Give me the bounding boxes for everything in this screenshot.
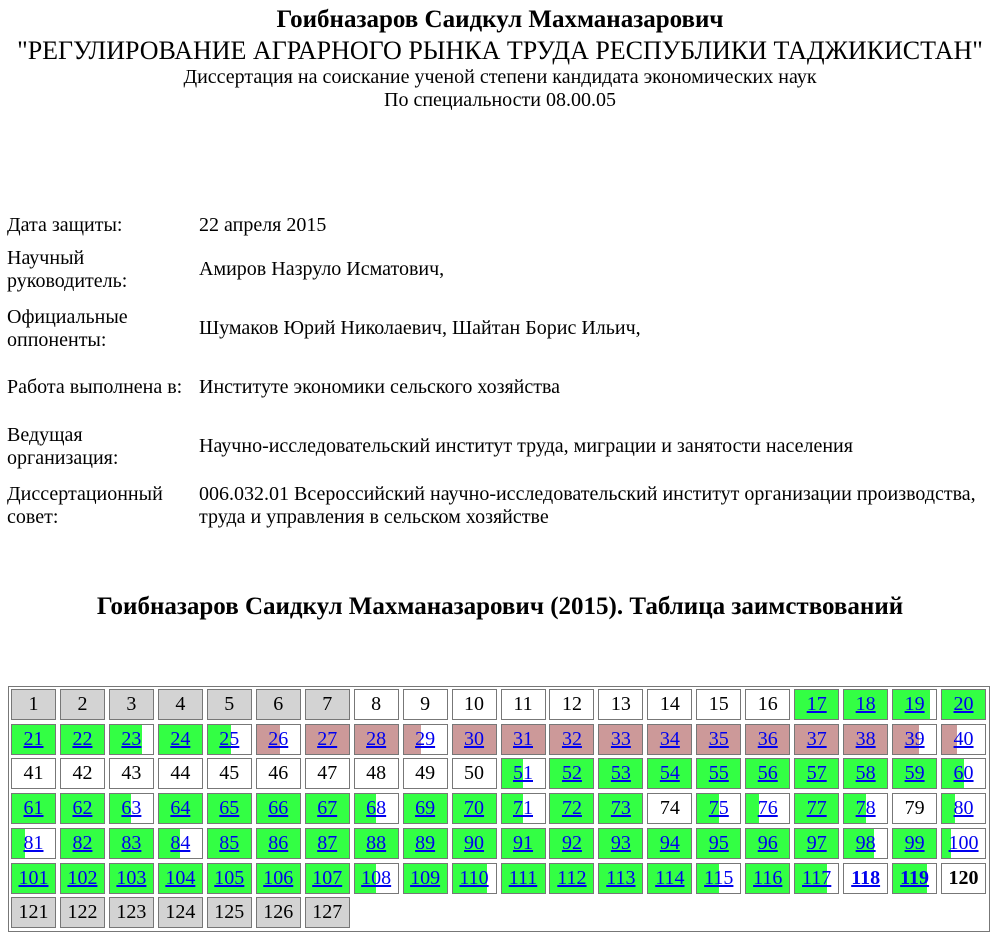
page-number: 41 <box>23 762 44 785</box>
page-number: 122 <box>67 901 98 924</box>
page-link[interactable]: 111 <box>508 866 538 889</box>
page-cell-63[interactable] <box>109 793 154 824</box>
page-cell-56[interactable] <box>745 758 790 789</box>
page-cell-107[interactable] <box>305 863 350 894</box>
page-cell-38[interactable] <box>843 724 888 755</box>
page-link[interactable]: 23 <box>121 727 142 750</box>
page-cell-43 <box>109 758 154 789</box>
page-cell-112[interactable] <box>549 863 594 894</box>
page-link[interactable]: 62 <box>72 797 93 820</box>
page-link[interactable]: 100 <box>948 831 979 854</box>
page-cell-119[interactable] <box>892 863 937 894</box>
page-link[interactable]: 97 <box>806 831 827 854</box>
page-number: 43 <box>121 762 142 785</box>
page-number: 15 <box>708 693 729 715</box>
page-number: 10 <box>464 693 485 715</box>
page-cell-3 <box>109 689 154 720</box>
page-link[interactable]: 26 <box>268 727 289 750</box>
page-cell-91[interactable] <box>501 828 546 859</box>
page-cell-122 <box>60 897 105 928</box>
page-link[interactable]: 60 <box>953 762 974 785</box>
page-cell-44 <box>158 758 203 789</box>
page-link[interactable]: 55 <box>708 762 729 785</box>
page-cell-69[interactable] <box>403 793 448 824</box>
page-link[interactable]: 31 <box>513 727 533 750</box>
page-cell-29[interactable] <box>403 724 448 755</box>
page-number: 127 <box>312 901 343 924</box>
page-cell-110[interactable] <box>452 863 497 894</box>
page-cell-92[interactable] <box>549 828 594 859</box>
page-cell-37[interactable] <box>794 724 839 755</box>
page-link[interactable]: 81 <box>23 831 44 854</box>
page-link[interactable]: 34 <box>659 727 680 750</box>
page-cell-82[interactable] <box>60 828 105 859</box>
page-cell-94[interactable] <box>647 828 692 859</box>
page-cell-15 <box>696 689 741 720</box>
page-link[interactable]: 78 <box>855 797 876 820</box>
page-link[interactable]: 73 <box>610 797 631 820</box>
info-label: Научный руководитель: <box>7 246 128 292</box>
page-link[interactable]: 89 <box>415 831 436 854</box>
author-name: Гоибназаров Саидкул Махманазарович <box>276 6 724 33</box>
page-cell-73[interactable] <box>598 793 643 824</box>
page-cell-45 <box>207 758 252 789</box>
page-cell-49 <box>403 758 448 789</box>
page-cell-100[interactable] <box>941 828 986 859</box>
page-link[interactable]: 53 <box>610 762 631 785</box>
page-link[interactable]: 22 <box>72 727 93 750</box>
page-link[interactable]: 71 <box>513 797 533 820</box>
page-link[interactable]: 114 <box>655 866 685 889</box>
page-link[interactable]: 96 <box>757 831 778 854</box>
page-cell-89[interactable] <box>403 828 448 859</box>
page-number: 48 <box>366 762 387 785</box>
page-cell-70[interactable] <box>452 793 497 824</box>
page-cell-85[interactable] <box>207 828 252 859</box>
page-cell-10 <box>452 689 497 720</box>
page-link[interactable]: 20 <box>953 693 974 715</box>
page-cell-64[interactable] <box>158 793 203 824</box>
page-cell-67[interactable] <box>305 793 350 824</box>
page-cell-7 <box>305 689 350 720</box>
page-cell-87[interactable] <box>305 828 350 859</box>
page-cell-75[interactable] <box>696 793 741 824</box>
page-number: 12 <box>561 693 582 715</box>
page-cell-1 <box>11 689 56 720</box>
page-link[interactable]: 38 <box>855 727 876 750</box>
page-link[interactable]: 18 <box>855 693 876 715</box>
page-number: 3 <box>126 693 137 715</box>
info-label: Ведущая организация: <box>7 423 119 469</box>
page-cell-113[interactable] <box>598 863 643 894</box>
page-cell-11 <box>501 689 546 720</box>
page-link[interactable]: 61 <box>23 797 44 820</box>
info-value: Институте экономики сельского хозяйства <box>199 376 561 398</box>
page-link[interactable]: 37 <box>806 727 827 750</box>
page-cell-96[interactable] <box>745 828 790 859</box>
page-link[interactable]: 32 <box>561 727 582 750</box>
page-link[interactable]: 113 <box>606 866 636 889</box>
page-cell-fill <box>942 794 955 823</box>
page-cell-105[interactable] <box>207 863 252 894</box>
page-link[interactable]: 25 <box>219 727 240 750</box>
page-link[interactable]: 40 <box>953 727 974 750</box>
page-cell-123 <box>109 897 154 928</box>
page-cell-52[interactable] <box>549 758 594 789</box>
page-link[interactable]: 86 <box>268 831 289 854</box>
page-cell-98[interactable] <box>843 828 888 859</box>
page-link[interactable]: 36 <box>757 727 778 750</box>
page-link[interactable]: 90 <box>464 831 485 854</box>
page-cell-79 <box>892 793 937 824</box>
page-cell-120 <box>941 863 986 894</box>
info-row-leading-org <box>7 417 1000 476</box>
page-cell-97[interactable] <box>794 828 839 859</box>
page-cell-33[interactable] <box>598 724 643 755</box>
page-cell-4 <box>158 689 203 720</box>
page-cell-102[interactable] <box>60 863 105 894</box>
page-cell-72[interactable] <box>549 793 594 824</box>
page-number: 42 <box>72 762 93 785</box>
specialty-line: По специальности 08.00.05 <box>384 89 616 111</box>
page-link[interactable]: 106 <box>263 866 294 889</box>
page-cell-125 <box>207 897 252 928</box>
page-link[interactable]: 70 <box>464 797 485 820</box>
page-link[interactable]: 77 <box>806 797 827 820</box>
page-number: 6 <box>273 693 284 715</box>
page-number: 8 <box>371 693 382 715</box>
page-cell-8 <box>354 689 399 720</box>
page-number: 124 <box>165 901 196 924</box>
page-link[interactable]: 59 <box>904 762 925 785</box>
page-cell-116[interactable] <box>745 863 790 894</box>
info-value: 22 апреля 2015 <box>199 213 327 236</box>
page-number: 14 <box>659 693 680 715</box>
page-link[interactable]: 119 <box>900 866 930 889</box>
page-number: 45 <box>219 762 240 785</box>
page-cell-83[interactable] <box>109 828 154 859</box>
page-link[interactable]: 85 <box>219 831 240 854</box>
page-cell-fill <box>12 829 25 858</box>
page-cell-55[interactable] <box>696 758 741 789</box>
page-cell-62[interactable] <box>60 793 105 824</box>
page-cell-84[interactable] <box>158 828 203 859</box>
page-cell-104[interactable] <box>158 863 203 894</box>
page-cell-34[interactable] <box>647 724 692 755</box>
page-cell-32[interactable] <box>549 724 594 755</box>
page-cell-9 <box>403 689 448 720</box>
info-row-council <box>7 476 1000 535</box>
page-link[interactable]: 102 <box>67 866 98 889</box>
page-cell-26[interactable] <box>256 724 301 755</box>
page-cell-47 <box>305 758 350 789</box>
page-link[interactable]: 101 <box>18 866 49 889</box>
page-link[interactable]: 91 <box>513 831 533 854</box>
info-value: 006.032.01 Всероссийский научно-исследовательский институт организации производства, труда и управления в сельском хозяйстве <box>199 482 976 528</box>
info-label: Диссертационный совет: <box>7 482 163 528</box>
info-value: Амиров Назруло Исматович, <box>199 258 445 280</box>
page-link[interactable]: 65 <box>219 797 240 820</box>
page-link[interactable]: 33 <box>610 727 631 750</box>
page-link[interactable]: 93 <box>610 831 631 854</box>
page-cell-121 <box>11 897 56 928</box>
page-link[interactable]: 99 <box>904 831 925 854</box>
page-number: 120 <box>948 866 979 889</box>
page-cell-106[interactable] <box>256 863 301 894</box>
page-cell-21[interactable] <box>11 724 56 755</box>
dissertation-title: "РЕГУЛИРОВАНИЕ АГРАРНОГО РЫНКА ТРУДА РЕСПУБЛИКИ ТАДЖИКИСТАН" <box>17 36 983 65</box>
page-cell-99[interactable] <box>892 828 937 859</box>
page-cell-48 <box>354 758 399 789</box>
page-cell-65[interactable] <box>207 793 252 824</box>
page-number: 47 <box>317 762 338 785</box>
page-cell-28[interactable] <box>354 724 399 755</box>
page-cell-78[interactable] <box>843 793 888 824</box>
page-cell-109[interactable] <box>403 863 448 894</box>
page-cell-19[interactable] <box>892 689 937 720</box>
page-number: 79 <box>904 797 925 820</box>
page-number: 5 <box>224 693 235 715</box>
page-link[interactable]: 68 <box>366 797 387 820</box>
page-link[interactable]: 52 <box>561 762 582 785</box>
page-link[interactable]: 105 <box>214 866 245 889</box>
info-value: Шумаков Юрий Николаевич, Шайтан Борис Ильич, <box>199 317 641 339</box>
page-link[interactable]: 75 <box>708 797 729 820</box>
page-cell-86[interactable] <box>256 828 301 859</box>
page-cell-42 <box>60 758 105 789</box>
page-cell-115[interactable] <box>696 863 741 894</box>
page-link[interactable]: 110 <box>459 866 489 889</box>
page-number: 46 <box>268 762 289 785</box>
page-link[interactable]: 19 <box>904 693 925 715</box>
borrowings-grid <box>8 686 990 932</box>
page-link[interactable]: 69 <box>415 797 436 820</box>
page-link[interactable]: 116 <box>753 866 783 889</box>
page-link[interactable]: 109 <box>410 866 441 889</box>
page-link[interactable]: 57 <box>806 762 827 785</box>
page-number: 9 <box>420 693 431 715</box>
page-cell-2 <box>60 689 105 720</box>
degree-line: Диссертация на соискание ученой степени кандидата экономических наук <box>183 66 817 88</box>
page-link[interactable]: 67 <box>317 797 338 820</box>
page-number: 126 <box>263 901 294 924</box>
page-cell-88[interactable] <box>354 828 399 859</box>
page-cell-93[interactable] <box>598 828 643 859</box>
page-link[interactable]: 56 <box>757 762 778 785</box>
info-row-supervisor <box>7 240 1000 299</box>
page-cell-74 <box>647 793 692 824</box>
page-link[interactable]: 35 <box>708 727 729 750</box>
page-cell-39[interactable] <box>892 724 937 755</box>
info-row-opponents <box>7 299 1000 358</box>
page-cell-114[interactable] <box>647 863 692 894</box>
page-cell-5 <box>207 689 252 720</box>
page-number: 7 <box>322 693 333 715</box>
info-value: Научно-исследовательский институт труда, миграции и занятости населения <box>199 435 853 457</box>
page-number: 49 <box>415 762 436 785</box>
info-label: Дата защиты: <box>7 213 123 236</box>
page-link[interactable]: 94 <box>659 831 680 854</box>
page-number: 121 <box>18 901 49 924</box>
page-link[interactable]: 28 <box>366 727 387 750</box>
page-cell-20[interactable] <box>941 689 986 720</box>
page-cell-22[interactable] <box>60 724 105 755</box>
info-label: Официальные оппоненты: <box>7 305 128 351</box>
page-link[interactable]: 118 <box>851 866 881 889</box>
page-number: 44 <box>170 762 191 785</box>
page-link[interactable]: 87 <box>317 831 338 854</box>
page-cell-30[interactable] <box>452 724 497 755</box>
page-link[interactable]: 64 <box>170 797 191 820</box>
page-link[interactable]: 51 <box>513 762 533 785</box>
page-cell-14 <box>647 689 692 720</box>
page-link[interactable]: 29 <box>415 727 436 750</box>
page-number: 11 <box>513 693 533 715</box>
page-link[interactable]: 92 <box>561 831 582 854</box>
page-cell-51[interactable] <box>501 758 546 789</box>
page-link[interactable]: 54 <box>659 762 680 785</box>
page-link[interactable]: 117 <box>802 866 832 889</box>
page-number: 50 <box>464 762 485 785</box>
page-cell-111[interactable] <box>501 863 546 894</box>
page-number: 2 <box>77 693 88 715</box>
page-cell-126 <box>256 897 301 928</box>
page-link[interactable]: 21 <box>23 727 44 750</box>
borrowings-table-title: Гоибназаров Саидкул Махманазарович (2015). Таблица заимствований <box>96 593 904 620</box>
page-cell-71[interactable] <box>501 793 546 824</box>
info-row-date <box>7 210 1000 240</box>
page-cell-23[interactable] <box>109 724 154 755</box>
page-link[interactable]: 58 <box>855 762 876 785</box>
page-number: 125 <box>214 901 245 924</box>
page-link[interactable]: 30 <box>464 727 485 750</box>
page-cell-118[interactable] <box>843 863 888 894</box>
page-cell-12 <box>549 689 594 720</box>
page-cell-57[interactable] <box>794 758 839 789</box>
page-cell-81[interactable] <box>11 828 56 859</box>
page-cell-31[interactable] <box>501 724 546 755</box>
page-link[interactable]: 108 <box>361 866 392 889</box>
page-link[interactable]: 24 <box>170 727 191 750</box>
page-number: 16 <box>757 693 778 715</box>
page-cell-68[interactable] <box>354 793 399 824</box>
page-link[interactable]: 83 <box>121 831 142 854</box>
page-cell-103[interactable] <box>109 863 154 894</box>
page-link[interactable]: 27 <box>317 727 338 750</box>
page-cell-27[interactable] <box>305 724 350 755</box>
page-cell-66[interactable] <box>256 793 301 824</box>
info-label: Работа выполнена в: <box>7 376 183 398</box>
page-link[interactable]: 107 <box>312 866 343 889</box>
page-cell-18[interactable] <box>843 689 888 720</box>
page-cell-24[interactable] <box>158 724 203 755</box>
page-cell-53[interactable] <box>598 758 643 789</box>
page-link[interactable]: 103 <box>116 866 147 889</box>
page-cell-40[interactable] <box>941 724 986 755</box>
page-cell-35[interactable] <box>696 724 741 755</box>
page-number: 1 <box>28 693 39 715</box>
page-cell-25[interactable] <box>207 724 252 755</box>
page-cell-127 <box>305 897 350 928</box>
page-link[interactable]: 82 <box>72 831 93 854</box>
page-link[interactable]: 39 <box>904 727 925 750</box>
page-link[interactable]: 112 <box>557 866 587 889</box>
page-cell-77[interactable] <box>794 793 839 824</box>
page-cell-117[interactable] <box>794 863 839 894</box>
page-cell-80[interactable] <box>941 793 986 824</box>
page-cell-60[interactable] <box>941 758 986 789</box>
page-link[interactable]: 76 <box>757 797 778 820</box>
page-cell-90[interactable] <box>452 828 497 859</box>
page-link[interactable]: 72 <box>561 797 582 820</box>
page-link[interactable]: 17 <box>806 693 827 715</box>
page-cell-108[interactable] <box>354 863 399 894</box>
page-number: 4 <box>175 693 186 715</box>
page-cell-124 <box>158 897 203 928</box>
page-cell-61[interactable] <box>11 793 56 824</box>
page-cell-41 <box>11 758 56 789</box>
page-link[interactable]: 88 <box>366 831 387 854</box>
page-cell-54[interactable] <box>647 758 692 789</box>
page-cell-17[interactable] <box>794 689 839 720</box>
page-link[interactable]: 84 <box>170 831 191 854</box>
page-cell-13 <box>598 689 643 720</box>
page-link[interactable]: 66 <box>268 797 289 820</box>
page-cell-95[interactable] <box>696 828 741 859</box>
page-cell-101[interactable] <box>11 863 56 894</box>
page-cell-36[interactable] <box>745 724 790 755</box>
page-link[interactable]: 63 <box>121 797 142 820</box>
page-number: 74 <box>659 797 680 820</box>
page-cell-76[interactable] <box>745 793 790 824</box>
page-cell-46 <box>256 758 301 789</box>
page-cell-16 <box>745 689 790 720</box>
page-cell-58[interactable] <box>843 758 888 789</box>
page-link[interactable]: 80 <box>953 797 974 820</box>
info-table <box>7 210 1000 535</box>
page-link[interactable]: 95 <box>708 831 729 854</box>
page-link[interactable]: 115 <box>704 866 734 889</box>
page-cell-50 <box>452 758 497 789</box>
page-cell-59[interactable] <box>892 758 937 789</box>
info-row-institution <box>7 358 1000 417</box>
page-number: 123 <box>116 901 147 924</box>
page-link[interactable]: 98 <box>855 831 876 854</box>
header <box>0 0 1000 112</box>
page-cell-6 <box>256 689 301 720</box>
page-link[interactable]: 104 <box>165 866 196 889</box>
page-number: 13 <box>610 693 631 715</box>
